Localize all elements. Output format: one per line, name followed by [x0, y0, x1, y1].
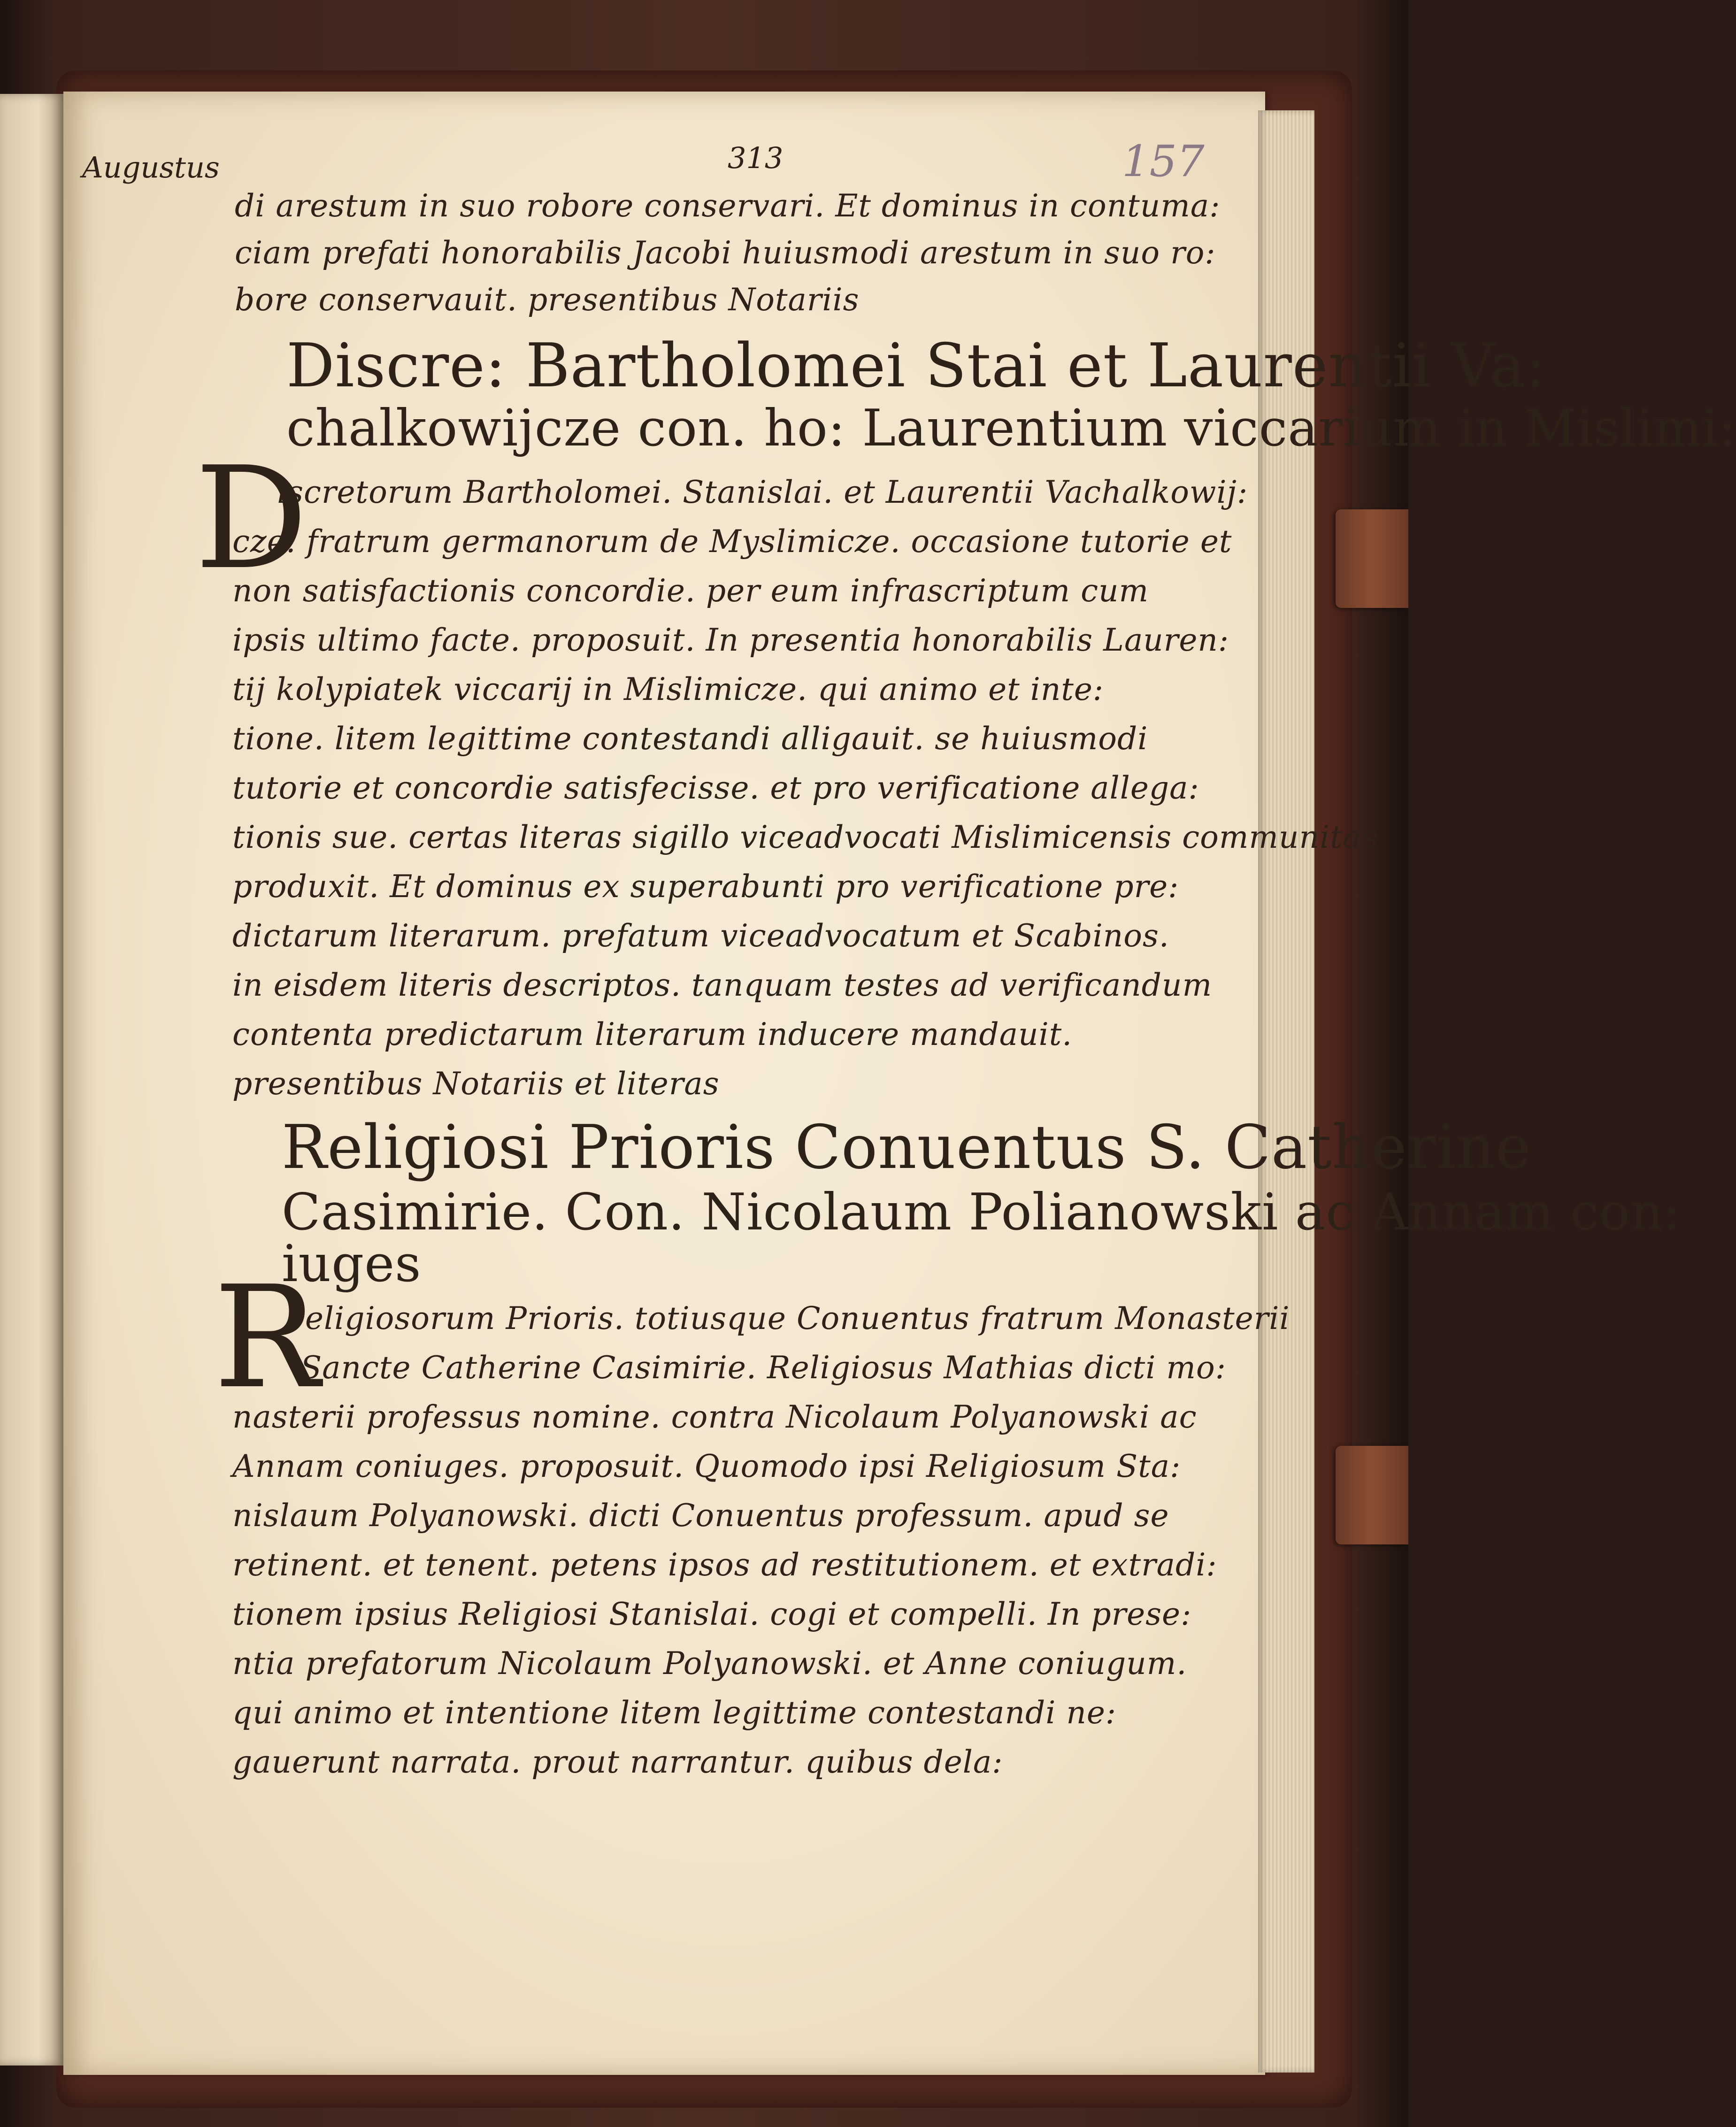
text-line: tionem ipsius Religiosi Stanislai. cogi et compelli. In prese: — [232, 1596, 1192, 1632]
text-line: ipsis ultimo facte. proposuit. In presentia honorabilis Lauren: — [232, 622, 1229, 658]
text-line: gauerunt narrata. prout narrantur. quibus dela: — [232, 1744, 1003, 1780]
text-line: bore conservauit. presentibus Notariis — [235, 282, 860, 318]
text-line: contenta predictarum literarum inducere mandauit. — [232, 1016, 1073, 1052]
left-page-edge — [0, 94, 63, 2066]
text-line: non satisfactionis concordie. per eum infrascriptum cum — [232, 573, 1149, 609]
text-line: retinent. et tenent. petens ipsos ad restitutionem. et extradi: — [232, 1547, 1217, 1583]
text-line: tionis sue. certas literas sigillo viceadvocati Mislimicensis communitas — [232, 819, 1378, 855]
text-line: qui animo et intentione litem legittime contestandi ne: — [232, 1695, 1117, 1731]
entry-heading: iuges — [282, 1235, 422, 1293]
text-line: dictarum literarum. prefatum viceadvocatum et Scabinos. — [232, 918, 1169, 954]
entry-heading: Discre: Bartholomei Stai et Laurentii Va: — [286, 331, 1547, 401]
margin-note: Augustus — [82, 150, 220, 184]
text-line: eligiosorum Prioris. totiusque Conuentus fratrum Monasterii — [305, 1300, 1290, 1336]
clasp-strap-lower — [1336, 1446, 1408, 1544]
entry-heading: Religiosi Prioris Conuentus S. Catherine — [282, 1113, 1532, 1183]
clasp-strap-upper — [1336, 509, 1408, 608]
decorated-initial: R — [214, 1256, 320, 1420]
text-line: tutorie et concordie satisfecisse. et pro verificatione allega: — [232, 770, 1199, 806]
decorated-initial: D — [195, 437, 308, 600]
text-line: presentibus Notariis et literas — [232, 1066, 720, 1102]
text-line: nislaum Polyanowski. dicti Conuentus professum. apud se — [232, 1497, 1169, 1534]
text-line: tij kolypiatek viccarij in Mislimicze. qui animo et inte: — [232, 671, 1104, 707]
text-line: Sancte Catherine Casimirie. Religiosus Mathias dicti mo: — [300, 1350, 1226, 1386]
entry-heading: chalkowijcze con. ho: Laurentium viccarium in Mislimi: — [286, 399, 1736, 458]
text-line: Annam coniuges. proposuit. Quomodo ipsi Religiosum Sta: — [232, 1448, 1181, 1484]
text-line: ntia prefatorum Nicolaum Polyanowski. et Anne coniugum. — [232, 1645, 1187, 1682]
text-line: nasterii professus nomine. contra Nicolaum Polyanowski ac — [232, 1399, 1197, 1435]
text-line: di arestum in suo robore conservari. Et dominus in contuma: — [235, 188, 1221, 224]
text-line: ciam prefati honorabilis Jacobi huiusmodi arestum in suo ro: — [235, 235, 1216, 271]
entry-heading: Casimirie. Con. Nicolaum Polianowski ac Annam con: — [282, 1183, 1681, 1242]
foliation-number: 157 — [1122, 136, 1205, 186]
text-line: in eisdem literis descriptos. tanquam testes ad verificandum — [232, 967, 1213, 1003]
text-line: cze. fratrum germanorum de Myslimicze. occasione tutorie et — [232, 523, 1232, 560]
folio-number: 313 — [728, 141, 784, 175]
text-line: iscretorum Bartholomei. Stanislai. et Laurentii Vachalkowij: — [277, 474, 1248, 510]
text-line: tione. litem legittime contestandi alligauit. se huiusmodi — [232, 721, 1148, 757]
text-line: produxit. Et dominus ex superabunti pro verificatione pre: — [232, 868, 1179, 905]
